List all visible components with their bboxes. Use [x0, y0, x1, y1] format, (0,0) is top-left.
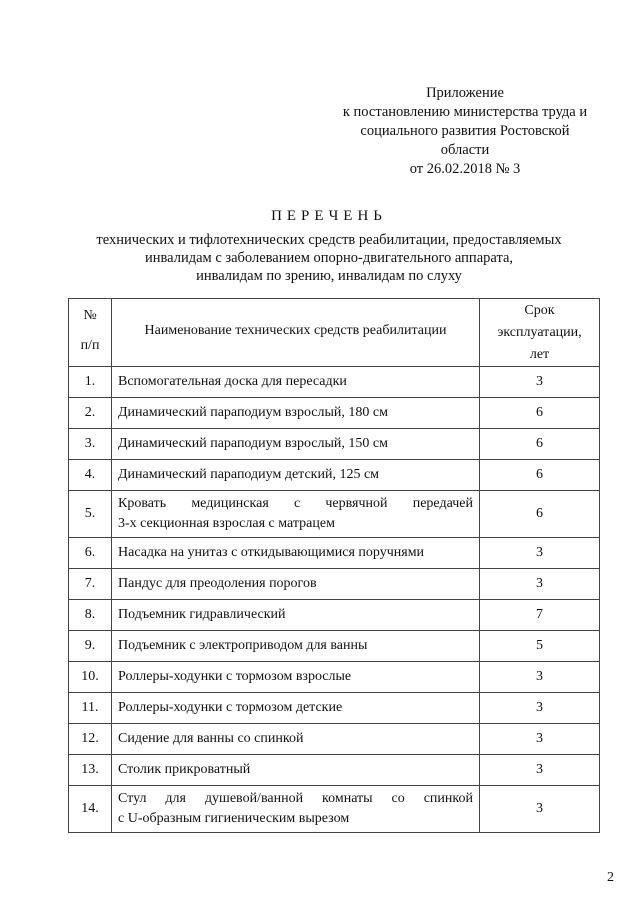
table-header-row — [69, 299, 600, 367]
document-heading — [60, 208, 598, 285]
row-number: 8. — [69, 600, 112, 631]
row-name — [112, 786, 480, 833]
row-number: 9. — [69, 631, 112, 662]
row-name: Насадка на унитаз с откидывающимися поручнями — [112, 538, 480, 569]
row-name-line: Стул для душевой/ванной комнаты со спинкой — [118, 791, 473, 806]
table-row — [69, 569, 600, 600]
row-name: Подъемник гидравлический — [112, 600, 480, 631]
row-number: 11. — [69, 693, 112, 724]
row-term: 3 — [480, 538, 600, 569]
row-number: 2. — [69, 398, 112, 429]
row-name: Вспомогательная доска для пересадки — [112, 367, 480, 398]
row-term: 6 — [480, 460, 600, 491]
document-subtitle-line: технических и тифлотехнических средств реабилитации, предоставляемых — [96, 232, 562, 248]
appendix-line: области — [440, 142, 490, 158]
table-row — [69, 538, 600, 569]
row-name-line: Кровать медицинская с червячной передачей — [118, 496, 473, 511]
table-row — [69, 600, 600, 631]
row-term: 3 — [480, 786, 600, 833]
row-number: 3. — [69, 429, 112, 460]
table-row — [69, 631, 600, 662]
row-number: 10. — [69, 662, 112, 693]
rehabilitation-means-table — [68, 298, 600, 833]
row-number: 6. — [69, 538, 112, 569]
row-term: 3 — [480, 367, 600, 398]
row-name: Роллеры-ходунки с тормозом взрослые — [112, 662, 480, 693]
row-term: 7 — [480, 600, 600, 631]
row-term: 3 — [480, 693, 600, 724]
row-name-line: 3-х секционная взрослая с матрацем — [118, 516, 335, 531]
header-term-line: лет — [529, 346, 550, 362]
document-subtitle-line: инвалидам по зрению, инвалидам по слуху — [196, 268, 462, 284]
table-row — [69, 662, 600, 693]
table-row — [69, 786, 600, 833]
table-row — [69, 460, 600, 491]
row-term: 6 — [480, 429, 600, 460]
table-row — [69, 724, 600, 755]
row-name: Пандус для преодоления порогов — [112, 569, 480, 600]
row-name: Столик прикроватный — [112, 755, 480, 786]
appendix-line: от 26.02.2018 № 3 — [409, 161, 521, 177]
header-name: Наименование технических средств реабилитации — [112, 299, 480, 367]
row-term: 5 — [480, 631, 600, 662]
row-term: 3 — [480, 662, 600, 693]
appendix-line: социального развития Ростовской — [360, 123, 570, 139]
row-number: 7. — [69, 569, 112, 600]
document-title: ПЕРЕЧЕНЬ — [271, 208, 387, 224]
row-term: 6 — [480, 491, 600, 538]
row-number: 12. — [69, 724, 112, 755]
header-number-symbol: № — [83, 308, 97, 323]
page-number: 2 — [607, 870, 614, 885]
table-row — [69, 367, 600, 398]
row-name-line: с U-образным гигиеническим вырезом — [118, 811, 350, 826]
row-number: 5. — [69, 491, 112, 538]
row-name: Подъемник с электроприводом для ванны — [112, 631, 480, 662]
appendix-line: к постановлению министерства труда и — [342, 104, 588, 120]
row-term: 3 — [480, 569, 600, 600]
header-term-line: Срок — [524, 302, 555, 318]
row-name: Динамический параподиум взрослый, 180 см — [112, 398, 480, 429]
document-subtitle-line: инвалидам с заболеванием опорно-двигательного аппарата, — [144, 250, 514, 266]
row-name: Роллеры-ходунки с тормозом детские — [112, 693, 480, 724]
row-term: 3 — [480, 755, 600, 786]
table-row — [69, 429, 600, 460]
header-number — [69, 299, 112, 367]
appendix-line: Приложение — [426, 85, 504, 101]
row-name: Динамический параподиум взрослый, 150 см — [112, 429, 480, 460]
table-row — [69, 398, 600, 429]
row-number: 1. — [69, 367, 112, 398]
row-number: 13. — [69, 755, 112, 786]
row-name: Сидение для ванны со спинкой — [112, 724, 480, 755]
row-name: Динамический параподиум детский, 125 см — [112, 460, 480, 491]
row-term: 6 — [480, 398, 600, 429]
appendix-header — [330, 84, 600, 179]
header-term — [480, 299, 600, 367]
table-row — [69, 693, 600, 724]
row-term: 3 — [480, 724, 600, 755]
table-row — [69, 755, 600, 786]
row-name — [112, 491, 480, 538]
header-term-line: эксплуатации, — [497, 324, 582, 340]
row-number: 14. — [69, 786, 112, 833]
header-number-abbr: п/п — [80, 338, 100, 353]
table-row — [69, 491, 600, 538]
row-number: 4. — [69, 460, 112, 491]
